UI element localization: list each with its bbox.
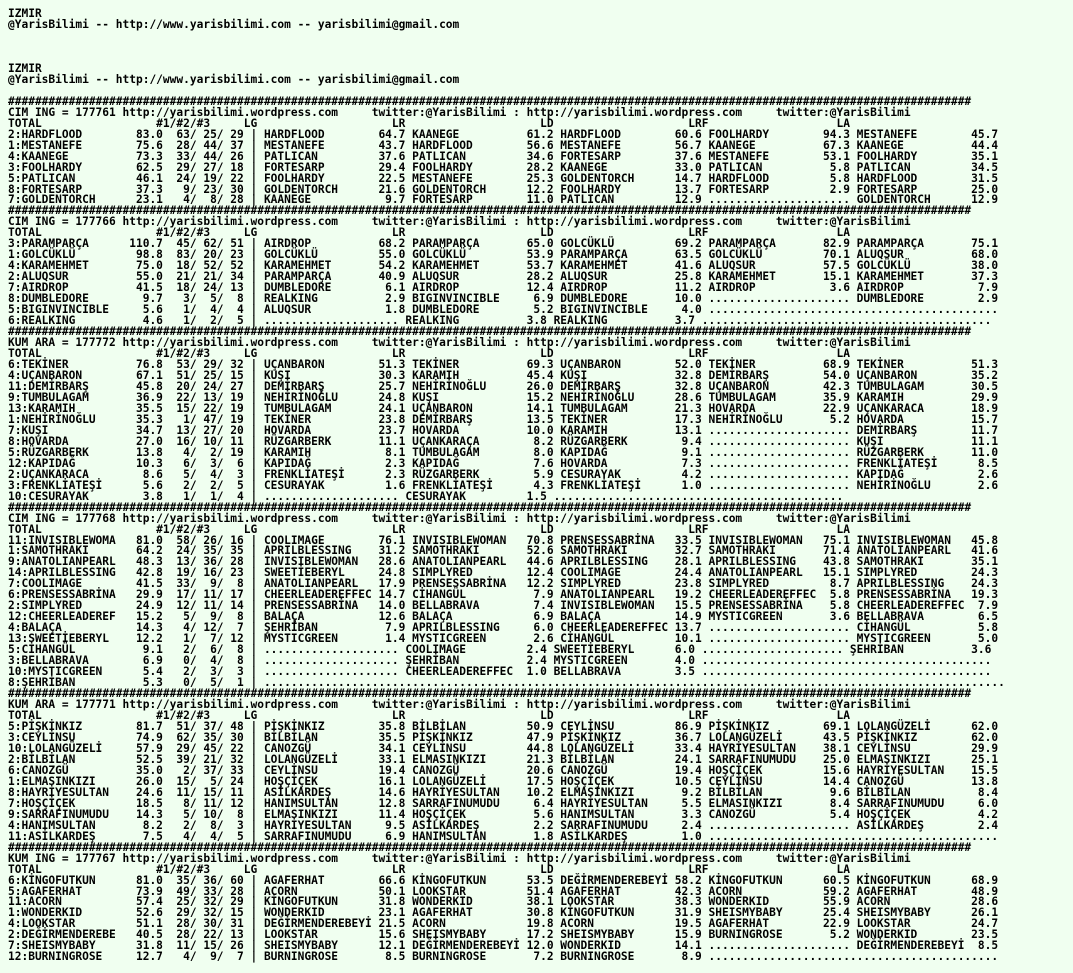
horse-row: 7:COOLIMAGE 41.5 33/ 9/ 8 | ANATOLIANPEARL 17.9 PRENSESSABRİNA 12.2 SIMPLYRED 23.8 SIMPLYRED 8.7 APRILBLESSING 24.3 — [8, 577, 999, 591]
race-header: CIM ING = 177768 http://yarisbilimi.wordpress.com twitter:@YarisBilimi : http://yarisbilimi.wordpress.com twitter:@YarisBilimi — [8, 511, 911, 525]
horse-row: 6:PRENSESSABRİNA 29.9 17/ 11/ 17 | CHEERLEADEREFFEC 14.7 CİHANGÜL 7.9 ANATOLIANPEARL 19.2 CHEERLEADEREFFEC 5.8 PRENSESSABRİNA 19.3 — [8, 588, 999, 602]
horse-row: 5:PİŞKİNKIZ 81.7 51/ 37/ 48 | PİŞKİNKIZ 35.8 BİLBİLAN 50.9 CEYLİNSU 86.9 PİŞKİNKIZ 69.1 LOLANGÜZELİ 62.0 — [8, 719, 999, 733]
horse-row: 11:DEMİRBARŞ 45.8 20/ 24/ 27 | DEMİRBARŞ 25.7 NEHİRİNOĞLU 26.0 DEMİRBARŞ 32.8 UÇANBARON 42.3 TUMBULAGAM 30.5 — [8, 379, 999, 393]
horse-row: 1:ELMASINKIZI 26.0 15/ 5/ 24 | HOŞÇİÇEK 16.1 LOLANGÜZELİ 17.5 HOŞÇİÇEK 10.5 CEYLİNSU 14.4 CANOZGÜ 13.8 — [8, 774, 999, 788]
horse-row: 6:CANOZGÜ 35.0 2/ 37/ 33 | CEYLİNSU 19.4 CANOZGÜ 20.6 CANOZGÜ 19.4 HOŞÇİÇEK 15.6 HAYRİYESULTAN 15.5 — [8, 763, 999, 777]
text-line: IZMIR — [8, 7, 42, 20]
text-line: @YarisBilimi -- http://www.yarisbilimi.com -- yarisbilimi@gmail.com — [8, 17, 460, 31]
race-header: KUM ARA = 177771 http://yarisbilimi.wordpress.com twitter:@YarisBilimi : http://yarisbilimi.wordpress.com twitter:@YarisBilimi — [8, 698, 911, 712]
horse-row: 3:BELLABRAVA 6.9 0/ 4/ 8 | .................... ŞEHRİBAN 2.4 MYSTICGREEN 4.0 ........................................... — [8, 654, 992, 668]
horse-row: 3:FRENKLİATEŞİ 5.6 2/ 2/ 5 | CESURAYAK 1.6 FRENKLİATEŞİ 4.3 FRENKLİATEŞİ 1.0 ..................... NEHİRİNOĞLU 2.6 — [8, 478, 999, 492]
horse-row: 12:KAPIDAĞ 10.3 6/ 3/ 6 | KAPIDAĞ 2.3 KAPIDAĞ 7.6 HOVARDA 7.3 ..................... FRENKLİATEŞİ 8.5 — [8, 456, 999, 470]
horse-row: 4:LOOKSTAR 51.1 28/ 30/ 31 | DEĞİRMENDEREBEYİ 21.5 ACORN 19.8 ACORN 19.5 AGAFERHAT 22.9 LOOKSTAR 24.7 — [8, 917, 999, 931]
horse-row: 1:NEHİRİNOĞLU 35.3 1/ 47/ 19 | TEKİNER 23.8 DEMİRBARŞ 13.5 TEKİNER 17.3 NEHİRİNOĞLU 5.2 HOVARDA 15.7 — [8, 412, 999, 426]
horse-row: 2:HARDFLOOD 83.0 63/ 25/ 29 | HARDFLOOD 64.7 KAANEGE 61.2 HARDFLOOD 60.6 FOOLHARDY 94.3 MESTANEFE 45.7 — [8, 127, 999, 141]
column-header: TOTAL #1/#2/#3 LG LR LD LRF LA — [8, 226, 850, 240]
horse-row: 4:BALAÇA 14.3 4/ 12/ 7 | ŞEHRİBAN 7.9 APRILBLESSING 6.0 CHEERLEADEREFFEC 13.7 ..................... CİHANGÜL 5.8 — [8, 621, 999, 635]
column-header: TOTAL #1/#2/#3 LG LR LD LRF LA — [8, 522, 850, 536]
horse-row: 1:WONDERKID 52.6 29/ 32/ 15 | WONDERKID 23.1 AGAFERHAT 30.8 KİNGOFUTKUN 31.9 SHEISMYBABY 25.4 SHEISMYBABY 26.1 — [8, 906, 999, 920]
horse-row: 13:KARAMIH 35.5 15/ 22/ 19 | TUMBULAGAM 24.1 UÇANBARON 14.1 TUMBULAGAM 21.3 HOVARDA 22.9 UÇANKARACA 18.9 — [8, 401, 999, 415]
horse-row: 4:UÇANBARON 67.1 51/ 25/ 15 | KUŞI 30.3 KARAMIH 45.4 KUŞI 32.8 DEMİRBARŞ 54.0 UÇANBARON 35.2 — [8, 368, 999, 382]
horse-row: 8:FORTESARP 37.3 9/ 23/ 30 | GOLDENTORCH 21.6 GOLDENTORCH 12.2 FOOLHARDY 13.7 FORTESARP 2.9 FORTESARP 25.0 — [8, 182, 999, 196]
horse-row: 7:GOLDENTORCH 23.1 4/ 8/ 28 | KAANEGE 9.7 FORTESARP 11.0 PATLICAN 12.9 ..................... GOLDENTORCH 12.9 — [8, 193, 999, 207]
race-header: CIM ING = 177761 http://yarisbilimi.wordpress.com twitter:@YarisBilimi : http://yarisbilimi.wordpress.com twitter:@YarisBilimi — [8, 105, 911, 119]
column-header: TOTAL #1/#2/#3 LG LR LD LRF LA — [8, 862, 850, 876]
horse-row: 3:PARAMPARÇA 110.7 45/ 62/ 51 | AIRDROP 68.2 PARAMPARÇA 65.0 GOLCÜKLÜ 69.2 PARAMPARÇA 82.9 PARAMPARÇA 75.1 — [8, 237, 999, 251]
horse-row: 4:KAANEGE 73.3 33/ 44/ 26 | PATLICAN 37.6 PATLICAN 34.6 FORTESARP 37.6 MESTANEFE 53.1 FOOLHARDY 35.1 — [8, 149, 999, 163]
section-divider: ############################################################################################################################################### — [8, 500, 972, 514]
horse-row: 8:ŞEHRİBAN 5.3 0/ 5/ 1 | .............................................................................................................. — [8, 676, 1005, 690]
horse-row: 7:KUŞI 34.7 13/ 27/ 20 | HOVARDA 23.7 HOVARDA 10.0 KARAMIH 13.1 ..................... DEMİRBARŞ 11.7 — [8, 423, 999, 437]
horse-row: 1:GOLCÜKLÜ 98.8 83/ 20/ 23 | GOLCÜKLÜ 55.0 GOLCÜKLÜ 53.9 PARAMPARÇA 63.5 GOLCÜKLÜ 70.1 ALUQSUR 68.0 — [8, 248, 999, 262]
horse-row: 8:DUMBLEDORE 9.7 3/ 5/ 8 | REALKING 2.9 BIGINVINCIBLE 6.9 DUMBLEDORE 10.0 ..................... DUMBLEDORE 2.9 — [8, 292, 999, 306]
text-line: IZMIR — [8, 61, 42, 75]
blank-line — [8, 52, 1073, 63]
horse-row: 5:BIGINVINCIBLE 5.6 1/ 4/ 4 | ALUQSUR 1.8 DUMBLEDORE 5.2 BIGINVINCIBLE 4.0 ........................................... — [8, 303, 999, 317]
text-line: @YarisBilimi -- http://www.yarisbilimi.com -- yarisbilimi@gmail.com — [8, 72, 460, 86]
horse-row: 4:HANIMSULTAN 8.2 2/ 8/ 3 | HAYRİYESULTAN 9.5 ASİLKARDEŞ 2.2 SARRAFINUMUDU 2.4 ..................... ASİLKARDEŞ 2.4 — [8, 818, 999, 832]
horse-row: 1:MESTANEFE 75.6 28/ 44/ 37 | MESTANEFE 43.7 HARDFLOOD 56.6 MESTANEFE 56.7 KAANEGE 67.3 KAANEGE 44.4 — [8, 138, 999, 152]
horse-row: 11:ACORN 57.4 25/ 32/ 29 | KİNGOFUTKUN 31.8 WONDERKID 38.1 LOOKSTAR 38.3 WONDERKID 55.9 ACORN 28.6 — [8, 895, 999, 909]
horse-row: 10:LOLANGÜZELİ 57.9 29/ 45/ 22 | CANOZGÜ 34.1 CEYLİNSU 44.8 LOLANGÜZELİ 33.4 HAYRİYESULTAN 38.1 CEYLİNSU 29.9 — [8, 741, 999, 755]
column-header: TOTAL #1/#2/#3 LG LR LD LRF LA — [8, 709, 850, 722]
horse-row: 6:TEKİNER 76.8 53/ 29/ 32 | UÇANBARON 51.3 TEKİNER 69.3 UÇANBARON 52.0 TEKİNER 68.9 TEKİNER 51.3 — [8, 358, 999, 371]
horse-row: 7:SHEISMYBABY 31.8 11/ 15/ 26 | SHEISMYBABY 12.1 DEĞİRMENDEREBEYİ 12.0 WONDERKID 14.1 ..................... DEĞİRMENDEREBEYİ 8.5 — [8, 939, 999, 953]
horse-row: 5:AGAFERHAT 73.9 49/ 33/ 28 | ACORN 50.1 LOOKSTAR 51.4 AGAFERHAT 42.3 ACORN 59.2 AGAFERHAT 48.9 — [8, 884, 999, 898]
horse-row: 9:SARRAFINUMUDU 14.3 5/ 10/ 8 | ELMASINKIZI 11.4 HOŞÇİÇEK 5.6 HANIMSULTAN 3.3 CANOZGÜ 5.4 HOŞÇİÇEK 4.2 — [8, 807, 999, 821]
horse-row: 3:CEYLİNSU 74.9 62/ 35/ 30 | BİLBİLAN 35.5 PİŞKİNKIZ 47.9 PİŞKİNKIZ 36.7 LOLANGÜZELİ 43.5 PİŞKİNKIZ 62.0 — [8, 730, 999, 744]
column-header: TOTAL #1/#2/#3 LG LR LD LRF LA — [8, 116, 850, 130]
horse-row: 14:APRILBLESSING 42.8 19/ 16/ 23 | SWEETİEBERYL 24.8 SIMPLYRED 12.4 COOLIMAGE 24.4 ANATOLIANPEARL 15.1 SIMPLYRED 24.3 — [8, 566, 999, 580]
horse-row: 9:ANATOLIANPEARL 48.3 13/ 36/ 28 | INVISIBLEWOMAN 28.6 ANATOLIANPEARL 44.6 APRILBLESSING 28.1 APRILBLESSING 43.8 SAMOTHRAKI 35.1 — [8, 555, 999, 569]
horse-row: 5:CİHANGÜL 9.1 2/ 6/ 8 | .................... COOLIMAGE 2.4 SWEETİEBERYL 6.0 ..................... ŞEHRİBAN 3.6 — [8, 643, 992, 657]
horse-row: 8:HAYRİYESULTAN 24.6 11/ 15/ 11 | ASİLKARDEŞ 14.6 HAYRİYESULTAN 10.2 ELMASINKIZI 9.2 BİLBİLAN 9.6 BİLBİLAN 8.4 — [8, 785, 999, 799]
horse-row: 2:SIMPLYRED 24.9 12/ 11/ 14 | PRENSESSABRİNA 14.0 BELLABRAVA 7.4 INVISIBLEWOMAN 15.5 PRENSESSABRİNA 5.8 CHEERLEADEREFFEC 7.9 — [8, 599, 999, 613]
horse-row: 6:KİNGOFUTKUN 81.0 35/ 36/ 60 | AGAFERHAT 66.6 KİNGOFUTKUN 53.5 DEĞİRMENDEREBEYİ 58.2 KİNGOFUTKUN 60.5 KİNGOFUTKUN 68.9 — [8, 873, 999, 887]
section-divider: ############################################################################################################################################### — [8, 840, 972, 854]
blank-line — [8, 41, 1073, 52]
horse-row: 11:ASİLKARDEŞ 7.5 4/ 4/ 5 | SARRAFINUMUDU 6.9 HANIMSULTAN 1.8 ASİLKARDEŞ 1.0 ........................................... — [8, 829, 999, 843]
horse-row: 12:BURNINGROSE 12.7 4/ 9/ 7 | BURNINGROSE 8.5 BURNINGROSE 7.2 BURNINGROSE 8.9 ........................................... — [8, 950, 999, 964]
race-header: KUM ARA = 177772 http://yarisbilimi.wordpress.com twitter:@YarisBilimi : http://yarisbilimi.wordpress.com twitter:@YarisBilimi — [8, 336, 911, 350]
horse-row: 11:INVISIBLEWOMA 81.0 58/ 26/ 16 | COOLIMAGE 76.1 INVISIBLEWOMAN 70.8 PRENSESSABRİNA 33.5 INVISIBLEWOMAN 75.1 INVISIBLEWOMAN 45.8 — [8, 533, 999, 547]
horse-row: 13:SWEETİEBERYL 12.2 1/ 7/ 12 | MYSTICGREEN 1.4 MYSTICGREEN 2.6 CİHANGÜL 10.1 ..................... MYSTICGREEN 5.0 — [8, 632, 999, 646]
horse-row: 3:FOOLHARDY 62.5 29/ 27/ 18 | FORTESARP 29.4 FOOLHARDY 28.2 KAANEGE 33.0 PATLICAN 5.8 PATLICAN 34.5 — [8, 160, 999, 174]
horse-row: 5:RÜZGARBERK 13.8 4/ 2/ 19 | KARAMIH 8.1 TUMBULAGAM 8.0 KAPIDAĞ 9.1 ..................... RÜZGARBERK 11.0 — [8, 445, 999, 459]
section-divider: ############################################################################################################################################### — [8, 687, 972, 701]
section-divider: ############################################################################################################################################### — [8, 94, 972, 108]
horse-row: 7:HOŞÇİÇEK 18.5 8/ 11/ 12 | HANIMSULTAN 12.8 SARRAFINUMUDU 6.4 HAYRİYESULTAN 5.5 ELMASINKIZI 8.4 SARRAFINUMUDU 6.0 — [8, 796, 999, 810]
horse-row: 1:SAMOTHRAKI 64.2 24/ 35/ 35 | APRILBLESSING 31.2 SAMOTHRAKI 52.6 SAMOTHRAKI 32.7 SAMOTHRAKI 71.4 ANATOLIANPEARL 41.6 — [8, 544, 999, 558]
horse-row: 2:ALUQSUR 55.0 21/ 21/ 34 | PARAMPARÇA 40.9 ALUQSUR 28.2 ALUQSUR 25.8 KARAMEHMET 15.1 KARAMEHMET 37.3 — [8, 270, 999, 284]
race-header: KUM ING = 177767 http://yarisbilimi.wordpress.com twitter:@YarisBilimi : http://yarisbilimi.wordpress.com twitter:@YarisBilimi — [8, 851, 911, 865]
horse-row: 10:MYSTICGREEN 5.4 2/ 3/ 3 | .................... CHEERLEADEREFFEC 1.0 BELLABRAVA 3.5 ........................................... — [8, 665, 992, 679]
horse-row: 2:BİLBİLAN 52.5 39/ 21/ 32 | LOLANGÜZELİ 33.1 ELMASINKIZI 21.3 BİLBİLAN 24.1 SARRAFINUMUDU 25.0 ELMASINKIZI 25.1 — [8, 752, 999, 766]
horse-row: 5:PATLICAN 46.1 24/ 19/ 22 | FOOLHARDY 22.5 MESTANEFE 25.3 GOLDENTORCH 14.7 HARDFLOOD 5.8 HARDFLOOD 31.5 — [8, 171, 999, 185]
race-header: CIM ING = 177766 http://yarisbilimi.wordpress.com twitter:@YarisBilimi : http://yarisbilimi.wordpress.com twitter:@YarisBilimi — [8, 215, 911, 229]
horse-row: 12:CHEERLEADEREF 15.2 5/ 9/ 8 | BALAÇA 12.6 BALAÇA 6.9 BALAÇA 14.9 MYSTICGREEN 3.6 BELLABRAVA 6.5 — [8, 610, 999, 624]
section-divider: ############################################################################################################################################### — [8, 204, 972, 218]
horse-row: 7:AIRDROP 41.5 18/ 24/ 13 | DUMBLEDORE 6.1 AIRDROP 12.4 AIRDROP 11.2 AIRDROP 3.6 AIRDROP 7.9 — [8, 281, 999, 295]
horse-row: 2:UÇANKARACA 8.6 5/ 4/ 3 | FRENKLİATEŞİ 2.3 RÜZGARBERK 5.9 CESURAYAK 4.2 ..................... KAPIDAĞ 2.6 — [8, 467, 999, 481]
section-divider: ############################################################################################################################################### — [8, 325, 972, 339]
horse-row: 8:HOVARDA 27.0 16/ 10/ 11 | RÜZGARBERK 11.1 UÇANKARAÇA 8.2 RÜZGARBERK 9.4 ..................... KUŞI 11.1 — [8, 434, 999, 448]
column-header: TOTAL #1/#2/#3 LG LR LD LRF LA — [8, 347, 850, 361]
horse-row: 10:CESURAYAK 3.8 1/ 1/ 4 | .................... CESURAYAK 1.5 ........................................... — [8, 489, 844, 503]
horse-row: 4:KARAMEHMET 75.0 18/ 52/ 52 | KARAMEHMET 54.2 KARAMEHMET 53.7 KARAMEHMET 41.6 ALUQSUR 57.5 GOLCÜKLÜ 38.0 — [8, 259, 999, 273]
horse-row: 9:TUMBULAGAM 36.9 22/ 13/ 19 | NEHİRİNOĞLU 24.8 KUŞI 15.2 NEHİRİNOĞLU 28.6 TUMBULAGAM 35.9 KARAMIH 29.9 — [8, 390, 999, 404]
horse-row: 2:DEĞİRMENDEREBE 40.5 28/ 22/ 13 | LOOKSTAR 15.6 SHEISMYBABY 17.2 SHEISMYBABY 15.9 BURNINGROSE 5.2 WONDERKID 23.5 — [8, 928, 999, 942]
blank-line — [8, 30, 1073, 41]
horse-row: 6:REALKING 4.6 1/ 2/ 5 | .................... REALKING 3.8 REALKING 3.7 ........................................... — [8, 314, 992, 328]
